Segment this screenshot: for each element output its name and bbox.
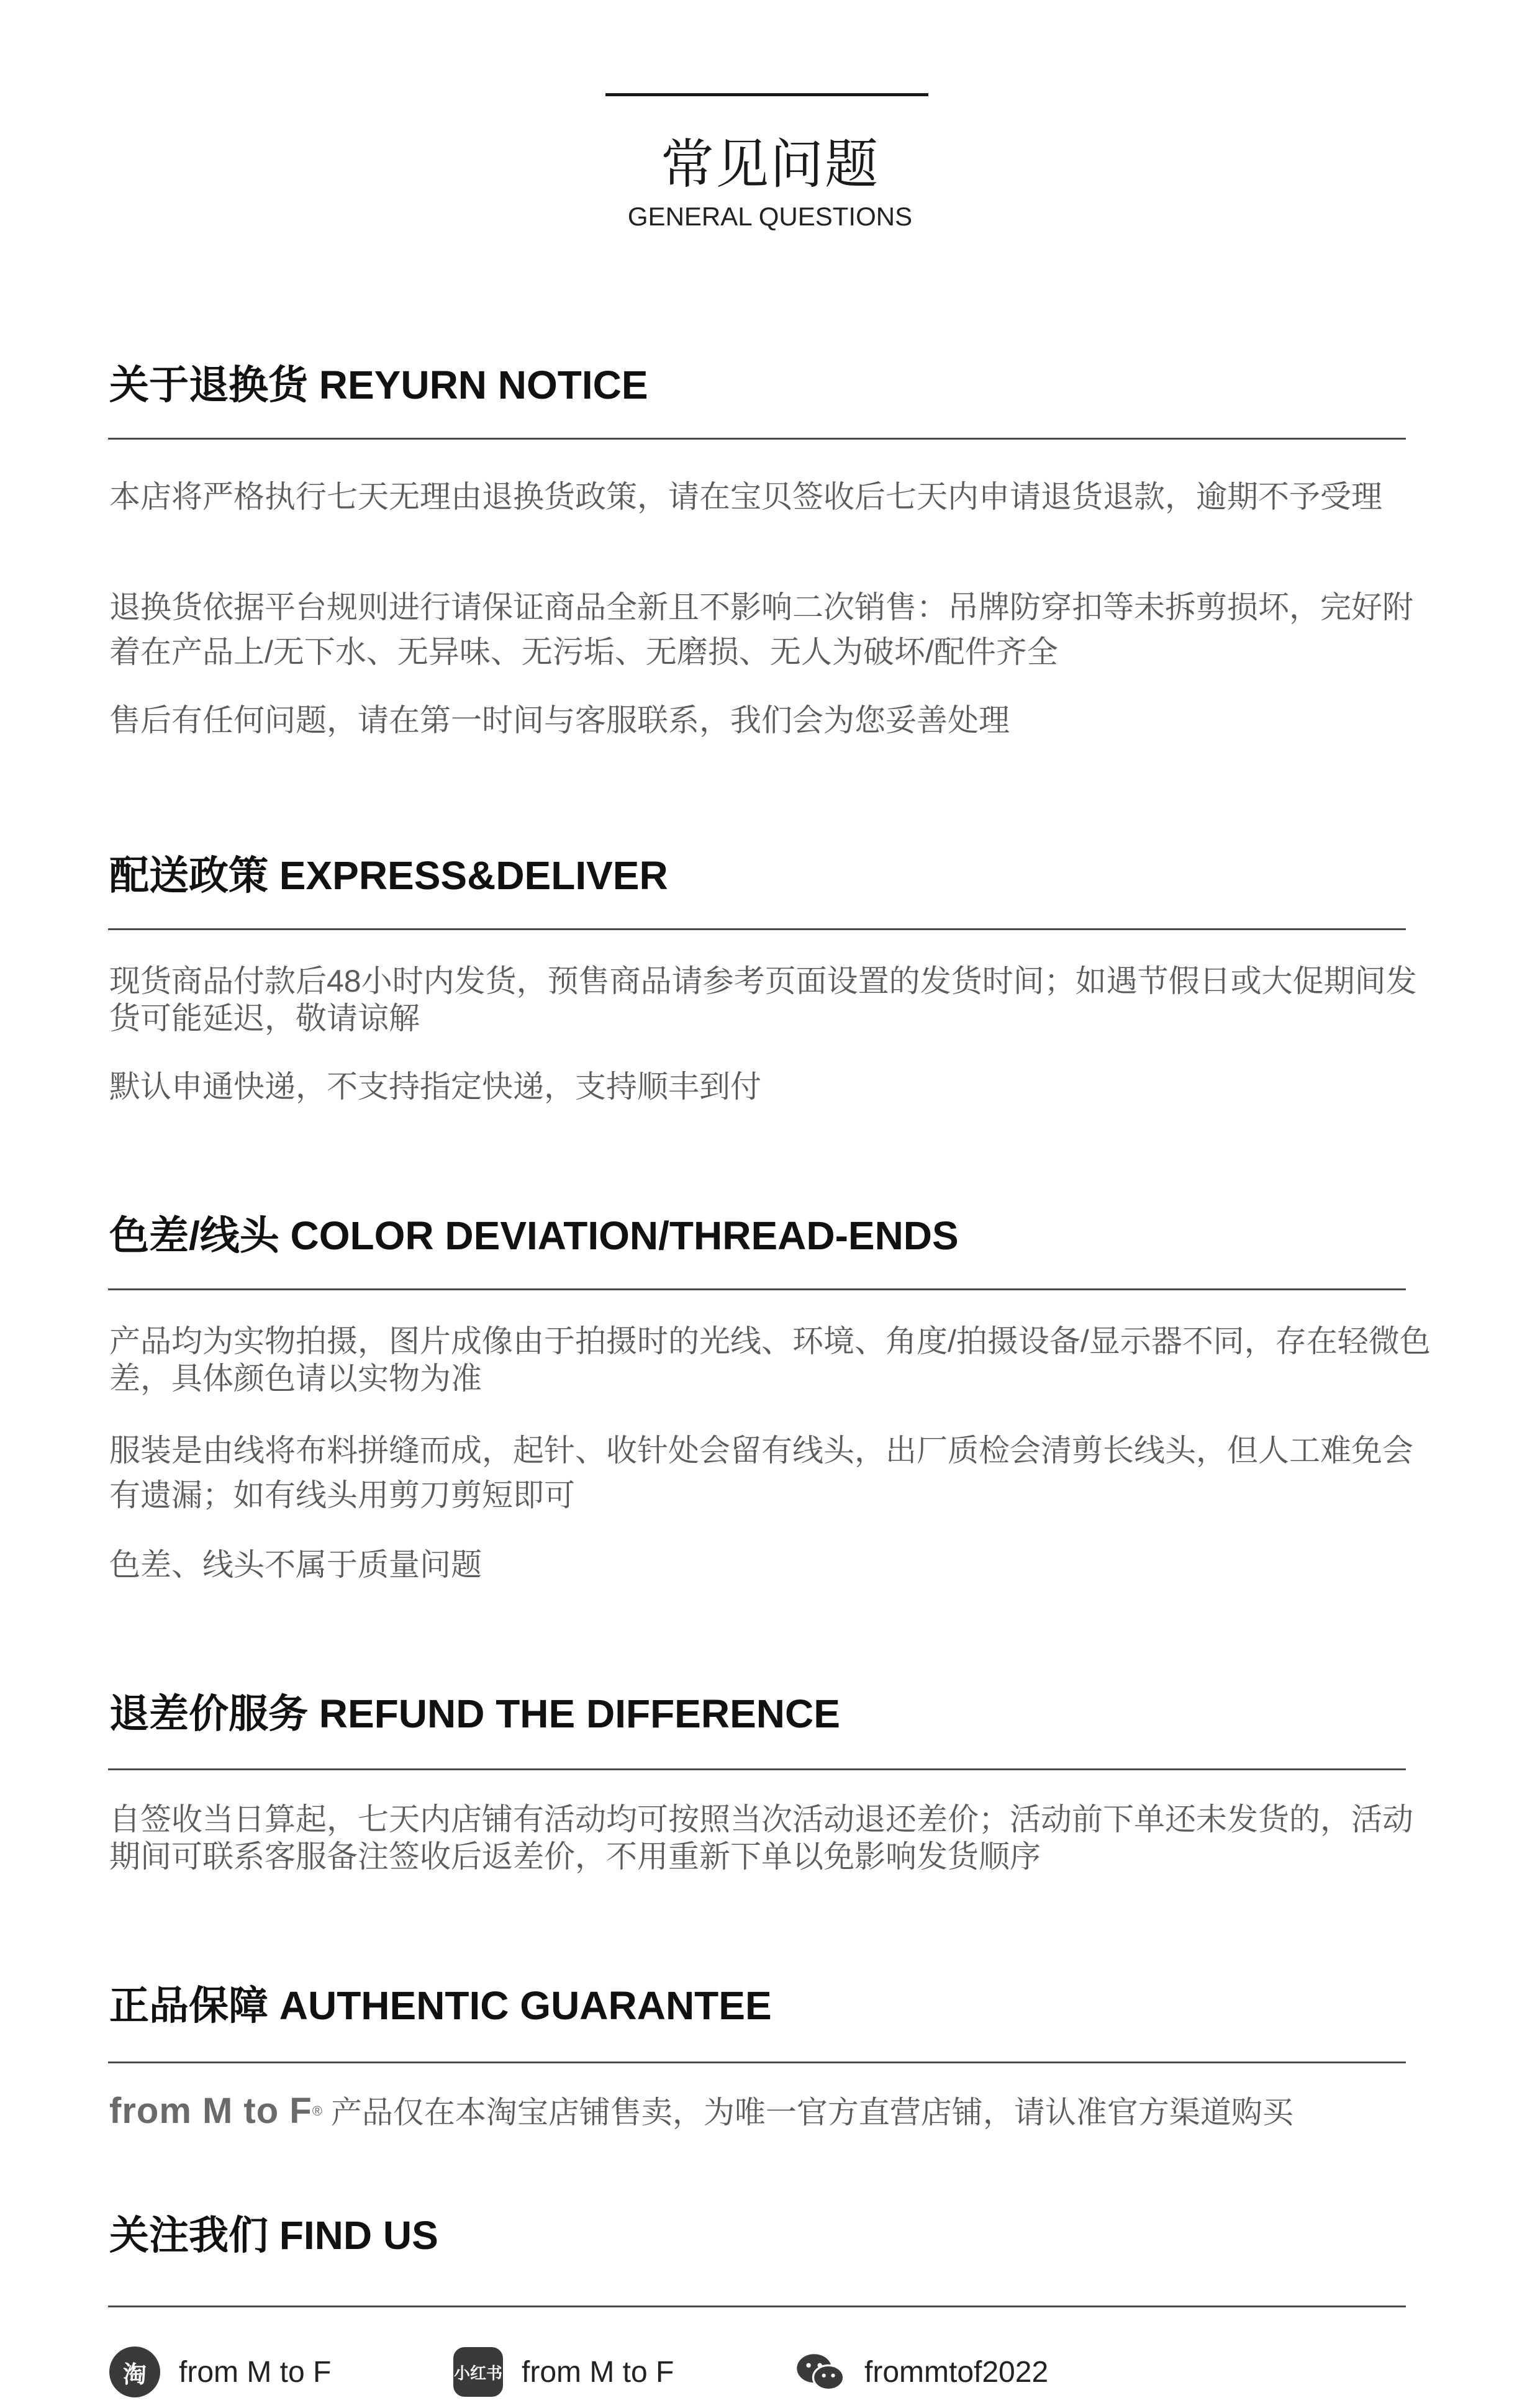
paragraph: 产品均为实物拍摄，图片成像由于拍摄时的光线、环境、角度/拍摄设备/显示器不同，存在轻微色差，具体颜色请以实物为准 — [109, 1324, 1431, 1396]
social-wechat[interactable] — [795, 2341, 1048, 2403]
authentic-text: 产品仅在本淘宝店铺售卖，为唯一官方直营店铺，请认准官方渠道购买 — [330, 2095, 1293, 2130]
section-delivery — [109, 851, 1438, 1104]
paragraph: 服装是由线将布料拼缝而成，起针、收针处会留有线头，出厂质检会清剪长线头，但人工难免会有遗漏；如有线头用剪刀剪短即可 — [109, 1433, 1413, 1513]
section-divider — [108, 2306, 1406, 2307]
section-heading: 关于退换货 REYURN NOTICE — [109, 363, 648, 407]
section-divider — [108, 438, 1406, 440]
paragraph: 本店将严格执行七天无理由退换货政策，请在宝贝签收后七天内申请退货退款，逾期不予受理 — [109, 479, 1382, 514]
section-divider — [108, 1288, 1406, 1290]
social-label: frommtof2022 — [864, 2355, 1049, 2389]
section-heading: 色差/线头 COLOR DEVIATION/THREAD-ENDS — [109, 1213, 959, 1258]
paragraph: 默认申通快递，不支持指定快递，支持顺丰到付 — [109, 1069, 761, 1104]
paragraph: 色差、线头不属于质量问题 — [109, 1547, 482, 1582]
registered-mark: ® — [312, 2103, 322, 2119]
paragraph: 退换货依据平台规则进行请保证商品全新且不影响二次销售：吊牌防穿扣等未拆剪损坏，完好附着在产品上/无下水、无异味、无污垢、无磨损、无人为破坏/配件齐全 — [109, 590, 1413, 669]
section-divider — [108, 1768, 1406, 1770]
taobao-icon: 淘 — [109, 2346, 160, 2397]
social-xiaohongshu[interactable] — [453, 2341, 674, 2403]
section-heading: 正品保障 AUTHENTIC GUARANTEE — [109, 1983, 772, 2028]
social-label: from M to F — [522, 2355, 674, 2389]
section-heading: 配送政策 EXPRESS&DELIVER — [109, 853, 668, 898]
section-divider — [108, 2061, 1406, 2063]
section-color-thread — [109, 1211, 1438, 1582]
section-heading: 退差价服务 REFUND THE DIFFERENCE — [109, 1691, 840, 1736]
page-title: 常见问题 — [661, 135, 879, 194]
xiaohongshu-icon: 小红书 — [453, 2347, 503, 2397]
wechat-icon-shape — [795, 2346, 846, 2397]
paragraph: 售后有任何问题，请在第一时间与客服联系，我们会为您妥善处理 — [109, 703, 1010, 738]
social-label: from M to F — [179, 2355, 332, 2389]
wechat-icon — [795, 2346, 846, 2397]
section-divider — [108, 928, 1406, 930]
paragraph: 自签收当日算起，七天内店铺有活动均可按照当次活动退还差价；活动前下单还未发货的，活动期间可联系客服备注签收后返差价，不用重新下单以免影响发货顺序 — [109, 1802, 1413, 1874]
social-taobao[interactable] — [109, 2341, 331, 2403]
section-returns — [109, 360, 1438, 738]
section-refund — [109, 1689, 1438, 1874]
page-subtitle: GENERAL QUESTIONS — [627, 202, 913, 231]
header-top-rule — [605, 93, 928, 96]
brand-logo: from M to F — [109, 2091, 312, 2131]
section-authentic — [109, 1981, 1438, 2131]
paragraph: 现货商品付款后48小时内发货，预售商品请参考页面设置的发货时间；如遇节假日或大促期间发货可能延迟，敬请谅解 — [109, 964, 1417, 1036]
authentic-statement — [109, 2093, 1432, 2142]
section-follow — [109, 2211, 1438, 2260]
section-heading: 关注我们 FIND US — [109, 2213, 438, 2258]
